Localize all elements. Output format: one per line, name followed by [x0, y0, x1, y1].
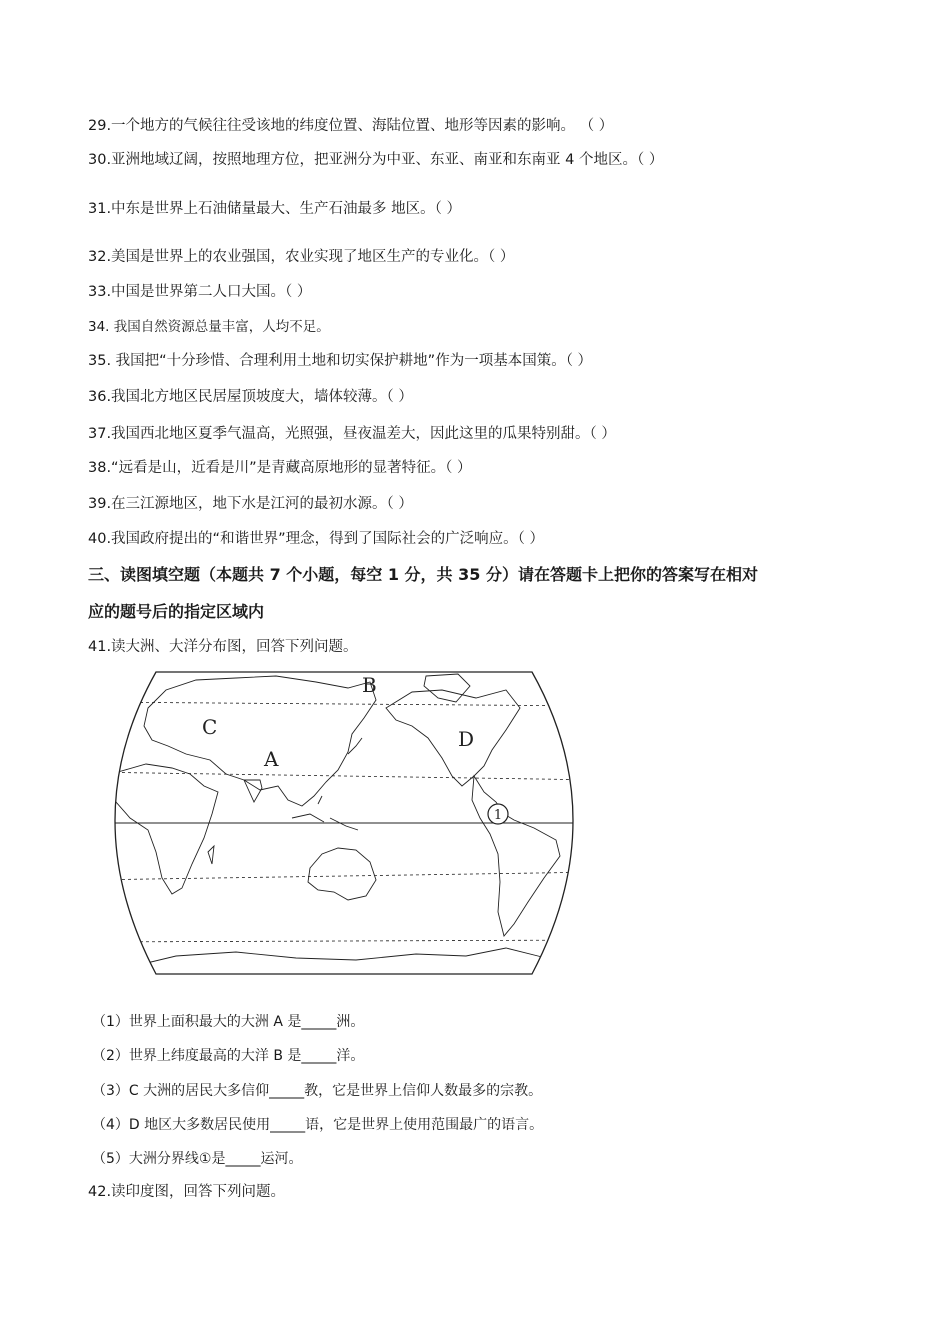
q41-sub-4: （4）D 地区大多数居民使用_____语，它是世界上使用范围最广的语言。	[92, 1117, 544, 1133]
q41-sub-3: （3）C 大洲的居民大多信仰_____教，它是世界上信仰人数最多的宗教。	[92, 1083, 543, 1099]
question-36: 36.我国北方地区民居屋顶坡度大，墙体较薄。（ ）	[88, 389, 413, 405]
question-41-intro: 41.读大洲、大洋分布图，回答下列问题。	[88, 639, 358, 655]
question-40: 40.我国政府提出的“和谐世界”理念，得到了国际社会的广泛响应。（ ）	[88, 531, 544, 547]
q41-sub-2: （2）世界上纬度最高的大洋 B 是_____洋。	[92, 1048, 365, 1064]
q41-sub-5: （5）大洲分界线①是_____运河。	[92, 1151, 303, 1167]
map-label-b: B	[362, 673, 377, 697]
question-30: 30.亚洲地域辽阔，按照地理方位，把亚洲分为中亚、东亚、南亚和东南亚 4 个地区。（ ）	[88, 152, 664, 168]
section-3-heading-cont: 应的题号后的指定区域内	[88, 602, 265, 621]
question-37: 37.我国西北地区夏季气温高，光照强，昼夜温差大，因此这里的瓜果特别甜。（ ）	[88, 426, 616, 442]
india-outline	[244, 780, 262, 802]
islands-outline	[292, 796, 358, 830]
africa-outline	[110, 764, 218, 894]
japan-outline	[348, 738, 362, 754]
question-31: 31.中东是世界上石油储量最大、生产石油最多 地区。（ ）	[88, 201, 462, 217]
australia-outline	[308, 848, 376, 900]
map-label-a: A	[264, 747, 279, 771]
tropic-of-capricorn-line	[86, 872, 602, 880]
map-label-d: D	[458, 727, 475, 751]
question-42-intro: 42.读印度图，回答下列问题。	[88, 1184, 286, 1200]
question-33: 33.中国是世界第二人口大国。（ ）	[88, 284, 312, 300]
eurasia-outline	[144, 676, 376, 806]
south-america-outline	[472, 776, 560, 936]
map-label-1: 1	[493, 808, 503, 823]
question-38: 38.“远看是山，近看是川”是青藏高原地形的显著特征。（ ）	[88, 460, 472, 476]
q41-sub-1: （1）世界上面积最大的大洲 A 是_____洲。	[92, 1014, 365, 1030]
world-map-figure	[86, 668, 602, 978]
arctic-circle-line	[86, 702, 602, 706]
tropic-of-cancer-line	[86, 772, 602, 780]
antarctic-circle-line	[86, 940, 602, 942]
question-29: 29.一个地方的气候往往受该地的纬度位置、海陆位置、地形等因素的影响。 （ ）	[88, 118, 614, 134]
map-label-c: C	[202, 715, 218, 739]
madagascar-outline	[208, 846, 214, 864]
question-39: 39.在三江源地区，地下水是江河的最初水源。（ ）	[88, 496, 413, 512]
question-32: 32.美国是世界上的农业强国，农业实现了地区生产的专业化。（ ）	[88, 249, 515, 265]
greenland-outline	[424, 674, 470, 702]
question-34: 34. 我国自然资源总量丰富，人均不足。	[88, 319, 330, 335]
question-35: 35. 我国把“十分珍惜、合理利用土地和切实保护耕地”作为一项基本国策。（ ）	[88, 353, 593, 369]
antarctica-outline	[126, 948, 586, 968]
section-3-heading: 三、读图填空题（本题共 7 个小题，每空 1 分，共 35 分）请在答题卡上把你的答案写在相对	[88, 565, 758, 584]
